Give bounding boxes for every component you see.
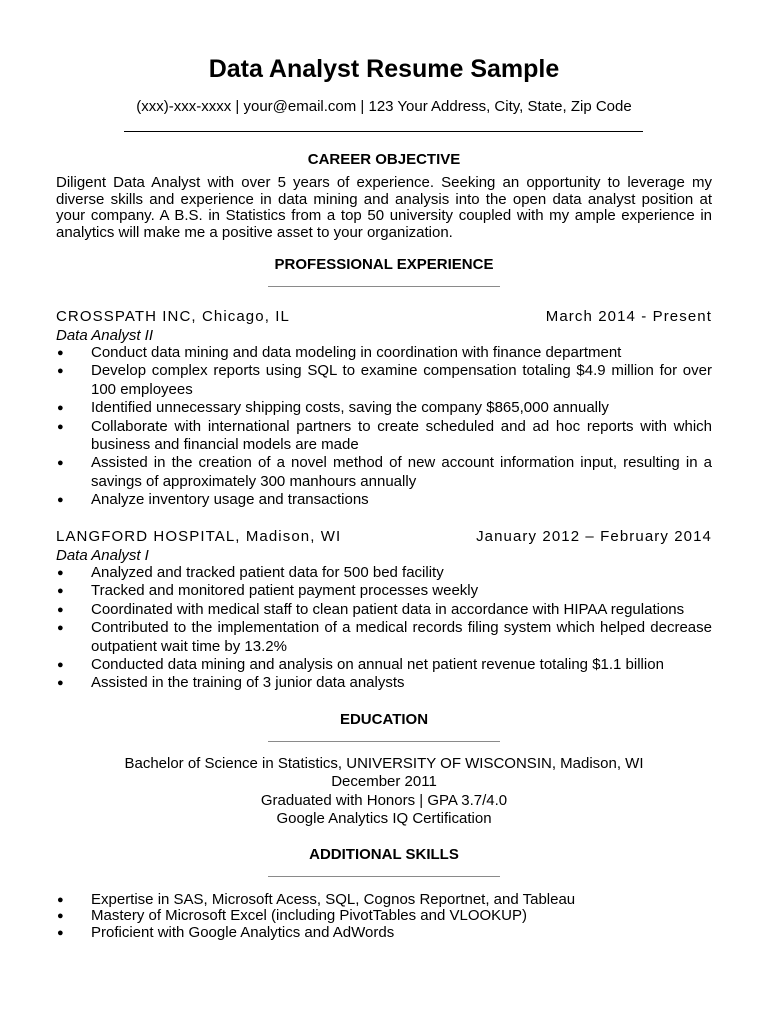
- education-honors: Graduated with Honors | GPA 3.7/4.0: [260, 792, 508, 809]
- skills-divider: [268, 876, 500, 877]
- education-divider: [268, 741, 500, 742]
- bullet-icon: ●: [57, 894, 64, 906]
- bullet-icon: ●: [57, 347, 64, 359]
- list-item: ● Expertise in SAS, Microsoft Acess, SQL, Cognos Reportnet, and Tableau: [57, 891, 576, 908]
- bullet-icon: ●: [57, 585, 64, 598]
- list-item: ● Proficient with Google Analytics and AdWords: [57, 923, 395, 941]
- education-degree: Bachelor of Science in Statistics, UNIVERSITY OF WISCONSIN, Madison, WI: [124, 755, 644, 772]
- objective-heading: CAREER OBJECTIVE: [307, 151, 461, 168]
- bullet-icon: ●: [57, 420, 64, 433]
- bullet-icon: ●: [57, 457, 64, 470]
- list-item: ● Collaborate with international partners to create scheduled and ad hoc reports with which business and financial models are made: [57, 417, 712, 454]
- list-item: ● Tracked and monitored patient payment processes weekly: [57, 582, 479, 600]
- education-heading: EDUCATION: [339, 711, 429, 728]
- job-dates: March 2014 - Present: [545, 308, 712, 325]
- list-item: ● Analyzed and tracked patient data for 500 bed facility: [57, 564, 444, 581]
- skills-list: [56, 892, 712, 941]
- header-divider: [124, 131, 643, 132]
- list-item: ● Analyze inventory usage and transactions: [57, 491, 369, 509]
- bullet-icon: ●: [57, 926, 64, 939]
- bullet-icon: ●: [57, 567, 64, 579]
- bullet-icon: ●: [57, 677, 64, 690]
- education-certification: Google Analytics IQ Certification: [276, 810, 492, 827]
- job-dates: January 2012 – February 2014: [476, 528, 712, 545]
- bullet-icon: ●: [57, 659, 64, 672]
- job-company: LANGFORD HOSPITAL, Madison, WI: [56, 528, 342, 545]
- contact-line: (xxx)-xxx-xxxx | your@email.com | 123 Your Address, City, State, Zip Code: [136, 98, 632, 115]
- list-item: ● Contributed to the implementation of a medical records filing system which helped decrease outpatient wait time by 13.2%: [57, 619, 712, 655]
- job-bullet-list: [56, 344, 712, 510]
- experience-divider: [268, 286, 500, 287]
- bullet-icon: ●: [57, 494, 64, 507]
- job-role: Data Analyst II: [56, 327, 153, 344]
- bullet-icon: ●: [57, 603, 64, 616]
- resume-page: [56, 0, 712, 1024]
- list-item: ● Mastery of Microsoft Excel (including PivotTables and VLOOKUP): [57, 907, 528, 925]
- list-item: ● Assisted in the training of 3 junior data analysts: [57, 674, 405, 692]
- resume-title: Data Analyst Resume Sample: [208, 55, 560, 83]
- list-item: ● Coordinated with medical staff to clean patient data in accordance with HIPAA regulations: [57, 600, 685, 618]
- job-company: CROSSPATH INC, Chicago, IL: [56, 308, 290, 325]
- list-item: ● Identified unnecessary shipping costs, saving the company $865,000 annually: [57, 399, 609, 417]
- bullet-icon: ●: [57, 622, 64, 635]
- bullet-icon: ●: [57, 365, 64, 378]
- list-item: ● Conduct data mining and data modeling in coordination with finance department: [57, 344, 622, 361]
- job-header: [56, 308, 712, 326]
- job-header: [56, 528, 712, 546]
- job-bullet-list: [56, 564, 712, 693]
- objective-text: Diligent Data Analyst with over 5 years of experience. Seeking an opportunity to leverage my diverse skills and experience in data mining and analysis into the open data analyst position at your company. A B.S. in Statistics from a top 50 university coupled with my ample experience in analytics will make me a positive asset to your organization.: [56, 174, 712, 241]
- education-date: December 2011: [331, 773, 437, 790]
- bullet-icon: ●: [57, 910, 64, 923]
- skills-heading: ADDITIONAL SKILLS: [309, 846, 459, 863]
- bullet-icon: ●: [57, 402, 64, 415]
- list-item: ● Assisted in the creation of a novel method of new account information input, resulting in a savings of approximately 300 manhours annually: [57, 454, 712, 490]
- job-role: Data Analyst I: [56, 547, 149, 564]
- experience-heading: PROFESSIONAL EXPERIENCE: [274, 256, 494, 273]
- list-item: ● Develop complex reports using SQL to examine compensation totaling $4.9 million for over 100 employees: [57, 362, 712, 398]
- list-item: ● Conducted data mining and analysis on annual net patient revenue totaling $1.1 billion: [57, 656, 664, 674]
